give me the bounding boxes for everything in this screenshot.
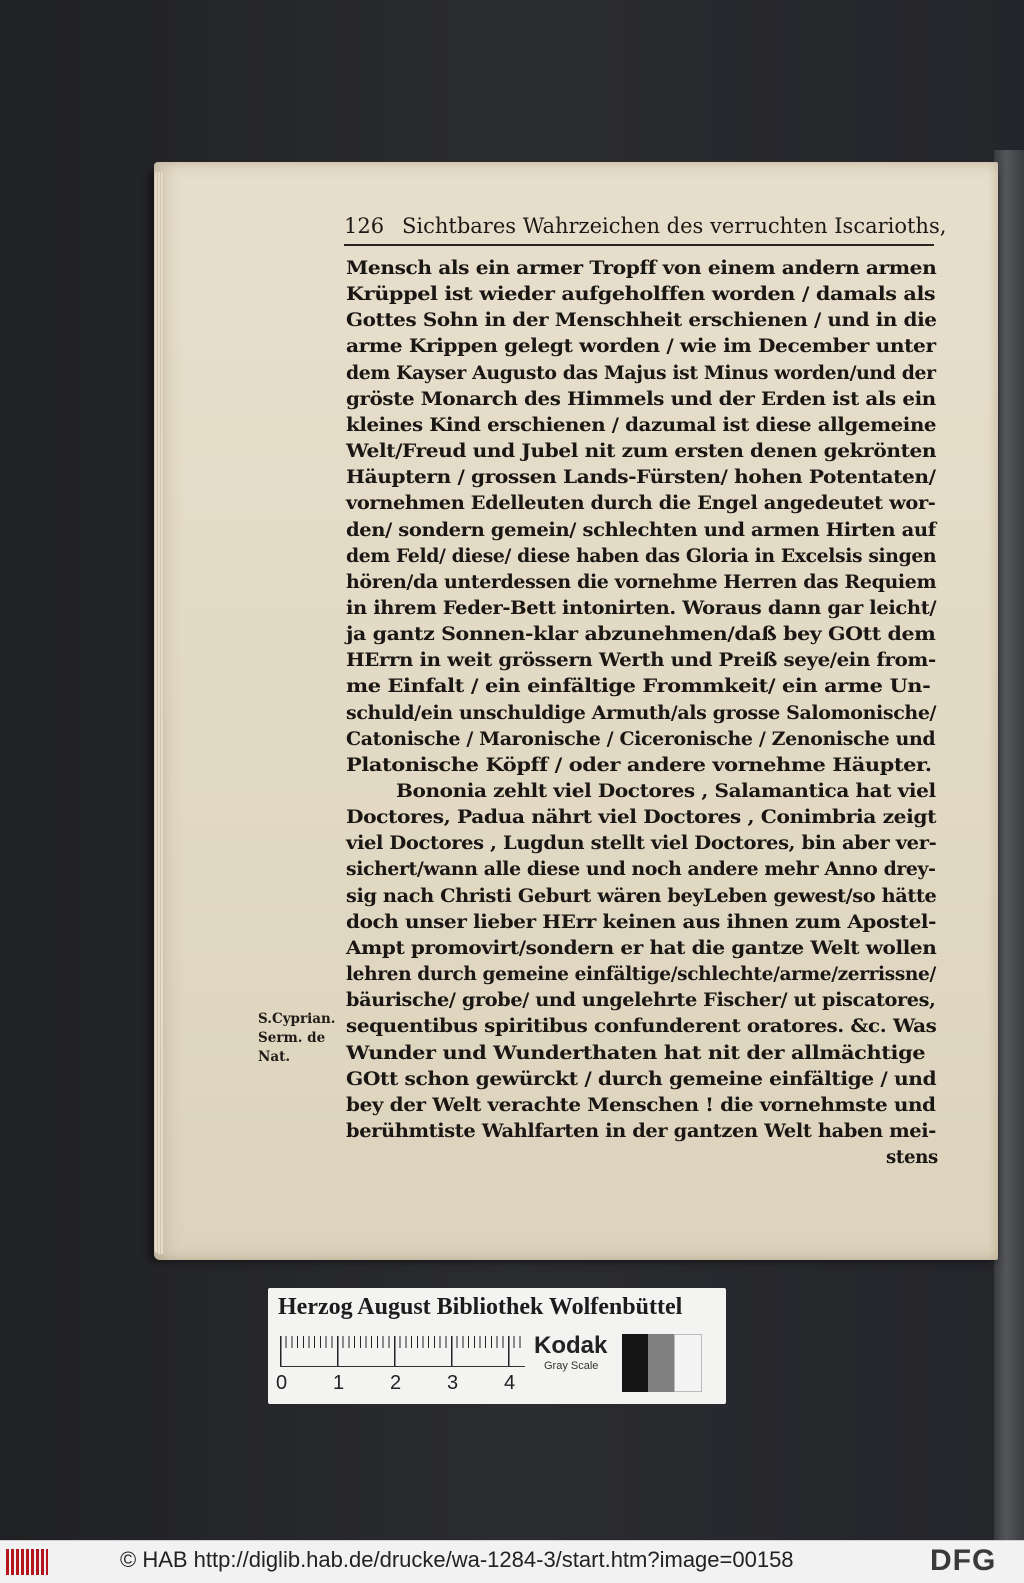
gray-swatch-white <box>674 1334 702 1392</box>
text-line: Catonische / Maronische / Ciceronische / Zenonische und <box>346 728 936 750</box>
gray-scale-label: Gray Scale <box>544 1360 599 1372</box>
text-line: sig nach Christi Geburt wären beyLeben gewest/so hätte <box>346 885 937 907</box>
running-head-title: Sichtbares Wahrzeichen des verruchten Iscarioths, <box>402 214 947 238</box>
text-line: Bononia zehlt viel Doctores , Salamantica hat viel <box>396 781 936 802</box>
ruler-baseline <box>280 1366 525 1367</box>
marginal-note <box>258 1010 348 1067</box>
color-calibration-card <box>268 1288 726 1404</box>
text-line: dem Kayser Augusto das Majus ist Minus worden/und der <box>346 362 936 384</box>
text-line: Wunder und Wunderthaten hat nit der allmächtige <box>346 1042 926 1064</box>
marginal-line: Serm. de <box>258 1030 326 1046</box>
text-line: sequentibus spiritibus confunderent oratores. &c. Was <box>346 1016 937 1038</box>
head-rule <box>344 244 934 246</box>
text-line: GOtt schon gewürckt / durch gemeine einfältige / und <box>346 1068 937 1090</box>
text-line: dem Feld/ diese/ diese haben das Gloria in Excelsis singen <box>346 545 937 567</box>
page-fore-edge <box>154 172 164 1254</box>
ruler-major-ticks <box>280 1336 525 1366</box>
text-line: lehren durch gemeine einfältige/schlechte/arme/zerrissne/ <box>346 964 936 986</box>
gray-swatch-mid <box>648 1334 674 1392</box>
ruler-label: 4 <box>504 1372 516 1394</box>
text-line: Ampt promovirt/sondern er hat die gantze Welt wollen <box>346 937 937 959</box>
text-line: Mensch als ein armer Tropff von einem andern armen <box>346 258 937 279</box>
text-line: Gottes Sohn in der Menschheit erschienen / und in die <box>346 310 937 332</box>
footer-bar <box>0 1540 1024 1583</box>
text-line: den/ sondern gemein/ schlechten und armen Hirten auf <box>346 519 936 541</box>
text-line: doch unser lieber HErr keinen aus ihnen zum Apostel- <box>346 911 937 933</box>
text-line: stens <box>886 1147 938 1169</box>
text-line: gröste Monarch des Himmels und der Erden ist als ein <box>346 388 936 410</box>
text-line: in ihrem Feder-Bett intonirten. Woraus dann gar leicht/ <box>346 597 937 619</box>
adjacent-page-edge <box>994 150 1024 1540</box>
ruler-label: 3 <box>447 1372 459 1394</box>
ruler-label: 2 <box>390 1372 402 1394</box>
text-line: HErrn in weit grössern Werth und Preiß seye/ein from- <box>346 650 936 672</box>
text-line: Doctores, Padua nährt viel Doctores , Conimbria zeigt <box>346 807 937 829</box>
gray-swatch-black <box>622 1334 648 1392</box>
text-line: schuld/ein unschuldige Armuth/als grosse Salomonische/ <box>346 702 937 724</box>
text-line: kleines Kind erschienen / dazumal ist diese allgemeine <box>346 414 937 436</box>
text-line: Krüppel ist wieder aufgeholffen worden / damals als <box>346 284 936 306</box>
footer-copyright-url[interactable]: © HAB http://diglib.hab.de/drucke/wa-1284-3/start.htm?image=00158 <box>120 1547 794 1572</box>
text-line: hören/da unterdessen die vornehme Herren das Requiem <box>346 571 937 593</box>
text-line: Welt/Freud und Jubel nit zum ersten denen gekrönten <box>346 441 937 463</box>
marginal-line: Nat. <box>258 1049 291 1065</box>
dfg-logo: DFG <box>930 1544 997 1577</box>
text-line: berühmtiste Wahlfarten in der gantzen Welt haben mei- <box>346 1120 936 1142</box>
text-line: bäurische/ grobe/ und ungelehrte Fischer/ ut piscatores, <box>346 990 936 1012</box>
text-line: sichert/wann alle diese und noch andere mehr Anno drey- <box>346 859 936 881</box>
hab-logo-icon <box>6 1549 48 1575</box>
marginal-line: S.Cyprian. <box>258 1011 336 1027</box>
running-head <box>344 214 947 248</box>
ruler-label: 1 <box>333 1372 345 1394</box>
text-line: me Einfalt / ein einfältige Frommkeit/ ein arme Un- <box>346 676 931 698</box>
text-line: bey der Welt verachte Menschen ! die vornehmste und <box>346 1094 936 1116</box>
library-name: Herzog August Bibliothek Wolfenbüttel <box>278 1294 683 1320</box>
text-line: Häuptern / grossen Lands-Fürsten/ hohen Potentaten/ <box>346 467 936 489</box>
ruler-label: 0 <box>276 1372 288 1394</box>
kodak-logo: Kodak <box>534 1332 608 1359</box>
text-line: arme Krippen gelegt worden / wie im December unter <box>346 336 936 358</box>
text-line: viel Doctores , Lugdun stellt viel Doctores, bin aber ver- <box>346 833 937 855</box>
text-line: Platonische Köpff / oder andere vornehme Häupter. <box>346 754 932 776</box>
text-line: vornehmen Edelleuten durch die Engel angedeutet wor- <box>346 493 936 515</box>
page-number: 126 <box>344 214 385 238</box>
text-line: ja gantz Sonnen-klar abzunehmen/daß bey GOtt dem <box>346 624 936 646</box>
